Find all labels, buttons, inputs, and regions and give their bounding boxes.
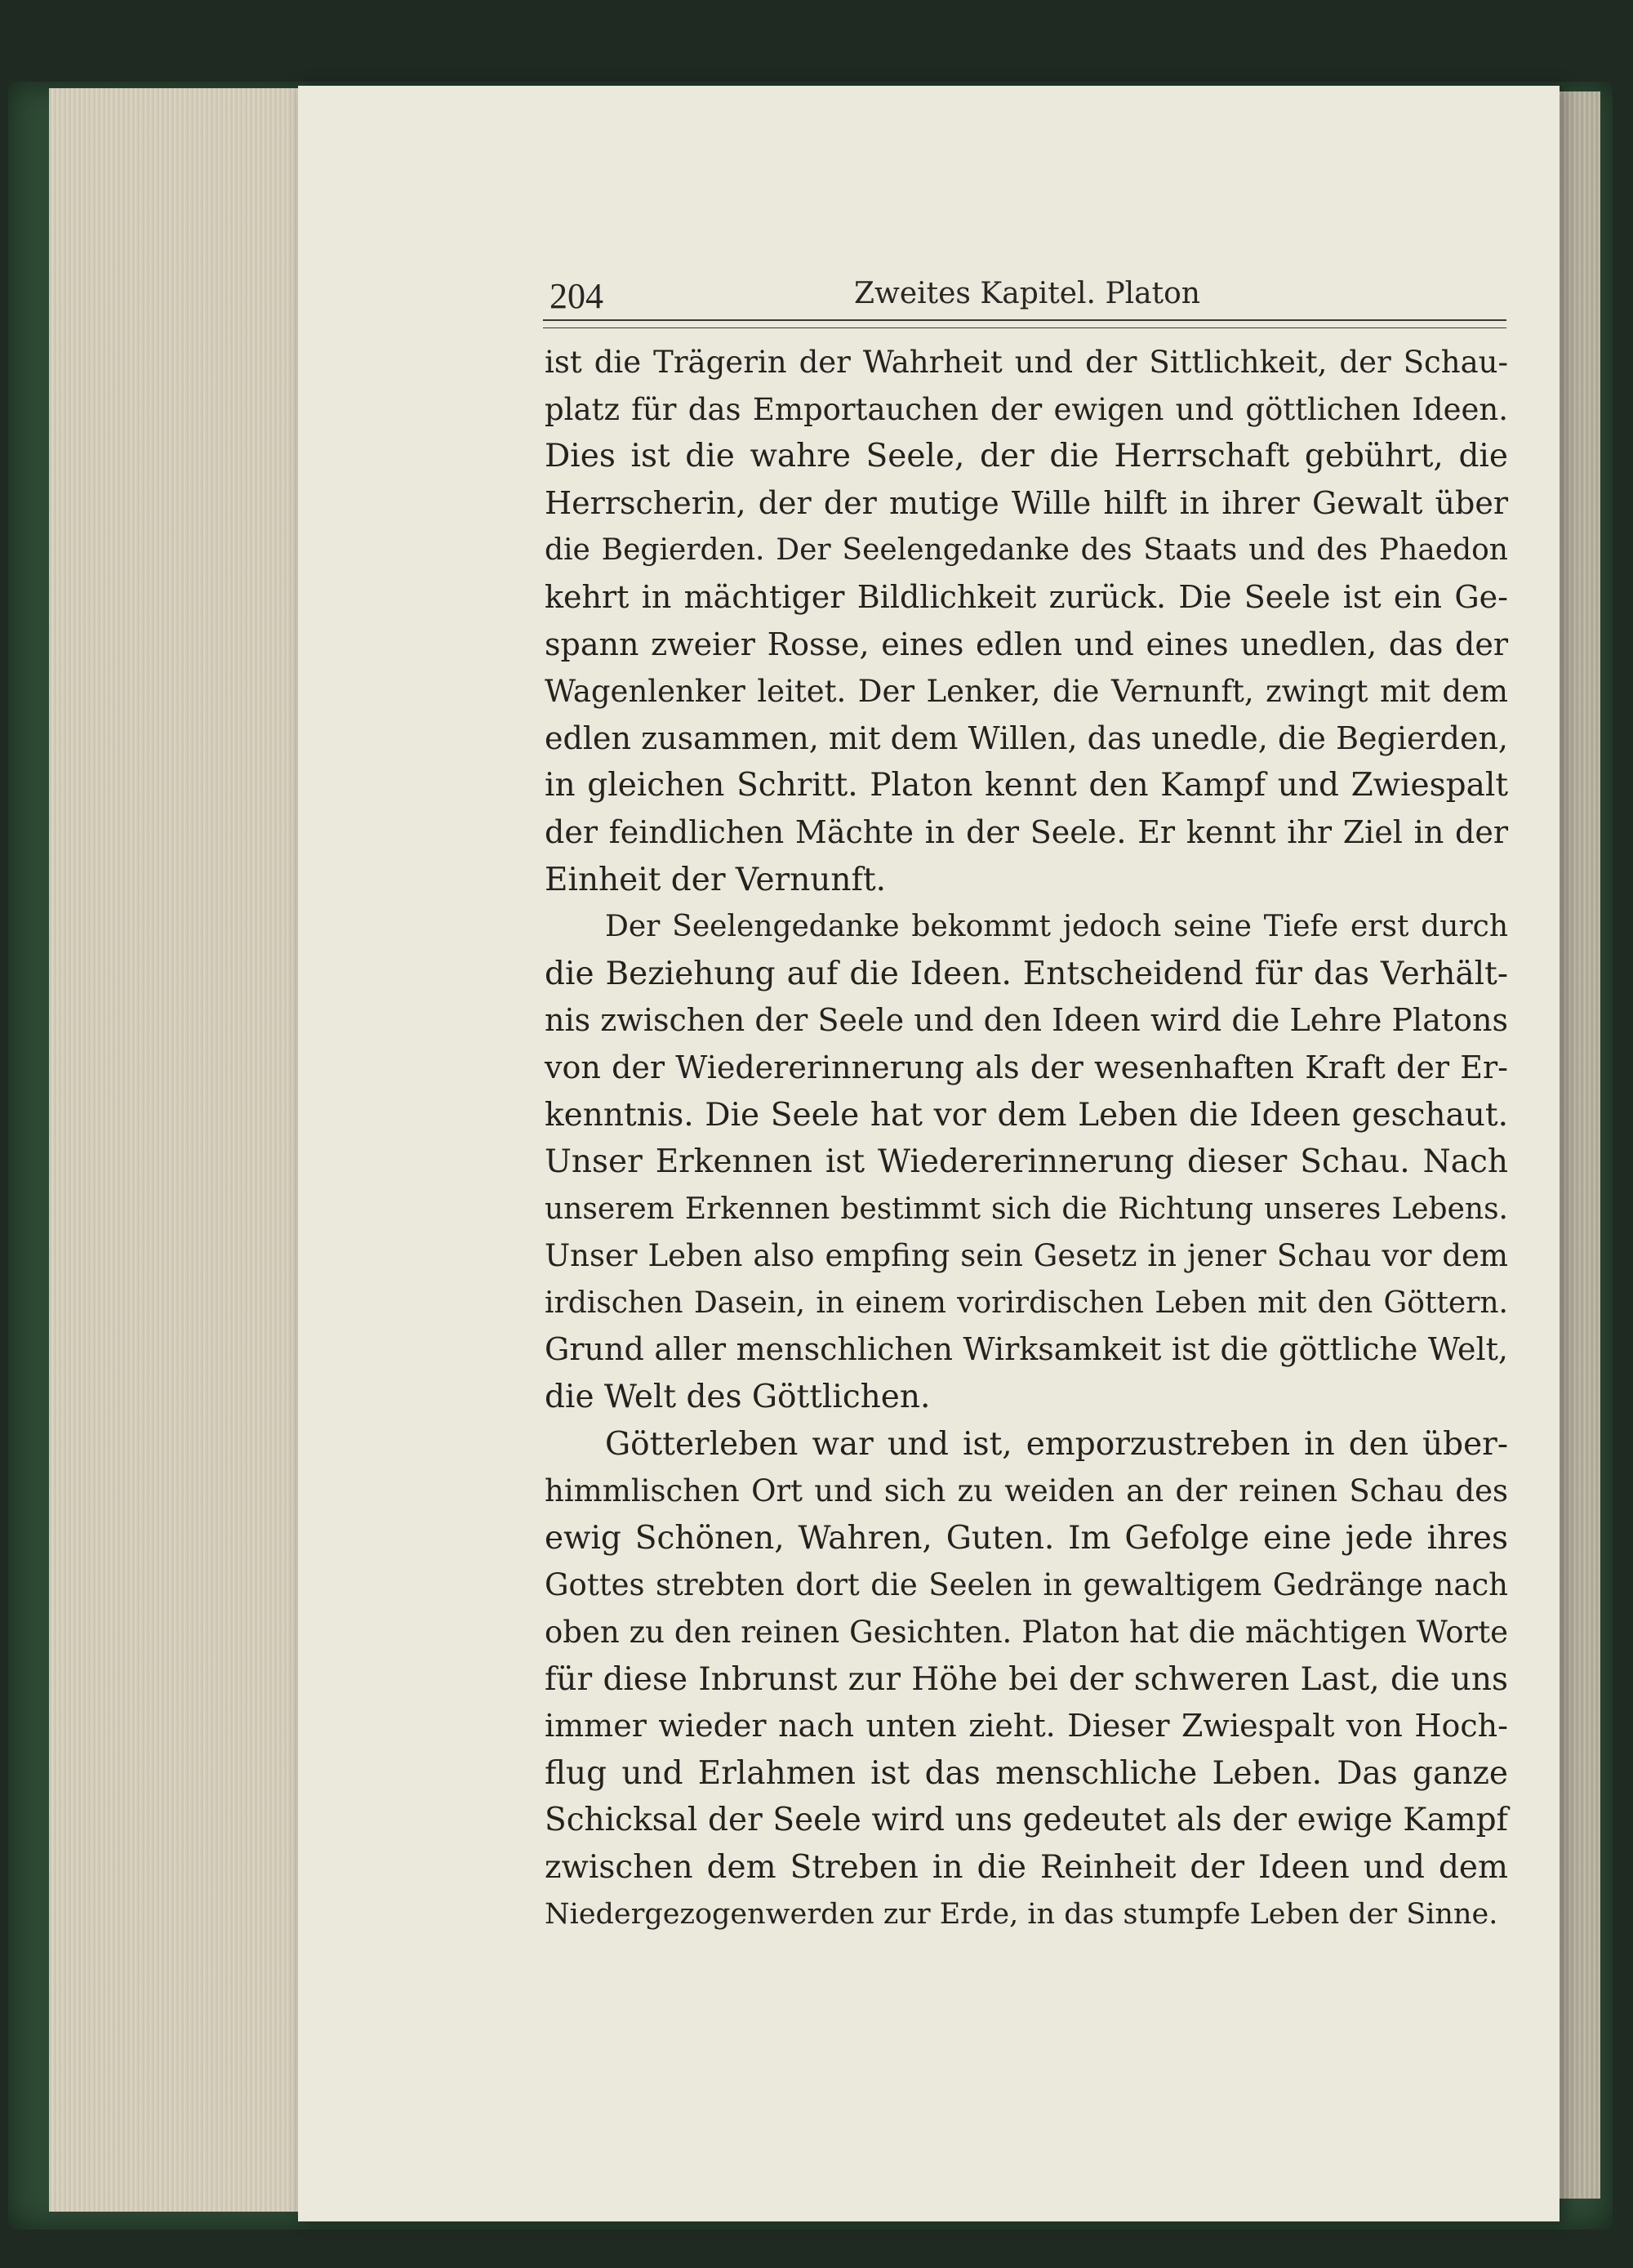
text-line: Unser Leben also empfing sein Gesetz in jener Schau vor dem: [545, 1238, 1508, 1274]
chapter-title: Zweites Kapitel. Platon: [854, 277, 1200, 310]
text-line: Herrscherin, der der mutige Wille hilft in ihrer Gewalt über: [545, 484, 1508, 521]
text-line: oben zu den reinen Gesichten. Platon hat die mächtigen Worte: [545, 1615, 1508, 1651]
text-line: unserem Erkennen bestimmt sich die Richtung unseres Lebens.: [545, 1192, 1508, 1226]
text-line: ewig Schönen, Wahren, Guten. Im Gefolge eine jede ihres: [545, 1519, 1508, 1557]
text-line: flug und Erlahmen ist das menschliche Leben. Das ganze: [545, 1754, 1508, 1792]
header-rule: [543, 319, 1506, 328]
text-line: die Beziehung auf die Ideen. Entscheidend für das Verhält-: [545, 955, 1508, 992]
text-line: kehrt in mächtiger Bildlichkeit zurück. Die Seele ist ein Ge-: [545, 578, 1508, 615]
text-line: Schicksal der Seele wird uns gedeutet als der ewige Kampf: [545, 1802, 1508, 1839]
text-line: ist die Trägerin der Wahrheit und der Sittlichkeit, der Schau-: [545, 345, 1508, 380]
text-line: immer wieder nach unten zieht. Dieser Zwiespalt von Hoch-: [545, 1708, 1508, 1744]
text-line: spann zweier Rosse, eines edlen und eines unedlen, das der: [545, 626, 1508, 662]
text-line: Dies ist die wahre Seele, der die Herrschaft gebührt, die: [545, 438, 1508, 475]
text-line: Grund aller menschlichen Wirksamkeit ist die göttliche Welt,: [545, 1331, 1508, 1368]
text-line: Unser Erkennen ist Wiedererinnerung dieser Schau. Nach: [545, 1143, 1508, 1181]
running-head: [550, 275, 1505, 324]
text-line: Gottes strebten dort die Seelen in gewaltigem Gedränge nach: [545, 1567, 1508, 1603]
text-line: die Begierden. Der Seelengedanke des Staats und des Phaedon: [545, 533, 1508, 568]
page-edges-left: [49, 88, 300, 2212]
page-edges-right: [1555, 91, 1600, 2199]
text-line: in gleichen Schritt. Platon kennt den Kampf und Zwiespalt: [545, 767, 1508, 804]
body-text: [545, 339, 1508, 1938]
text-line: Wagenlenker leitet. Der Lenker, die Vernunft, zwingt mit dem: [545, 674, 1508, 710]
paragraph-2: [545, 903, 1508, 1421]
text-line: von der Wiedererinnerung als der wesenhaften Kraft der Er-: [545, 1049, 1508, 1085]
text-line: nis zwischen der Seele und den Ideen wird die Lehre Platons: [545, 1002, 1508, 1039]
text-line: platz für das Emportauchen der ewigen und göttlichen Ideen.: [545, 391, 1508, 427]
text-line: die Welt des Göttlichen.: [545, 1379, 931, 1416]
text-line: der feindlichen Mächte in der Seele. Er kennt ihr Ziel in der: [545, 813, 1508, 850]
text-line: edlen zusammen, mit dem Willen, das unedle, die Begierden,: [545, 720, 1508, 756]
text-line: Der Seelengedanke bekommt jedoch seine Tiefe erst durch: [605, 910, 1508, 944]
page-number: 204: [550, 276, 603, 316]
paragraph-1: [545, 339, 1508, 903]
book-page: [298, 86, 1560, 2221]
text-line: für diese Inbrunst zur Höhe bei der schweren Last, die uns: [545, 1660, 1508, 1698]
text-line: Götterleben war und ist, emporzustreben in den über-: [605, 1425, 1508, 1463]
paragraph-3: [545, 1421, 1508, 1939]
text-line: zwischen dem Streben in die Reinheit der Ideen und dem: [545, 1849, 1508, 1886]
text-line: Niedergezogenwerden zur Erde, in das stumpfe Leben der Sinne.: [545, 1897, 1498, 1931]
text-line: kenntnis. Die Seele hat vor dem Leben die Ideen geschaut.: [545, 1096, 1508, 1134]
text-line: irdischen Dasein, in einem vorirdischen Leben mit den Göttern.: [545, 1285, 1508, 1320]
text-line: himmlischen Ort und sich zu weiden an der reinen Schau des: [545, 1473, 1508, 1509]
text-line: Einheit der Vernunft.: [545, 861, 887, 898]
